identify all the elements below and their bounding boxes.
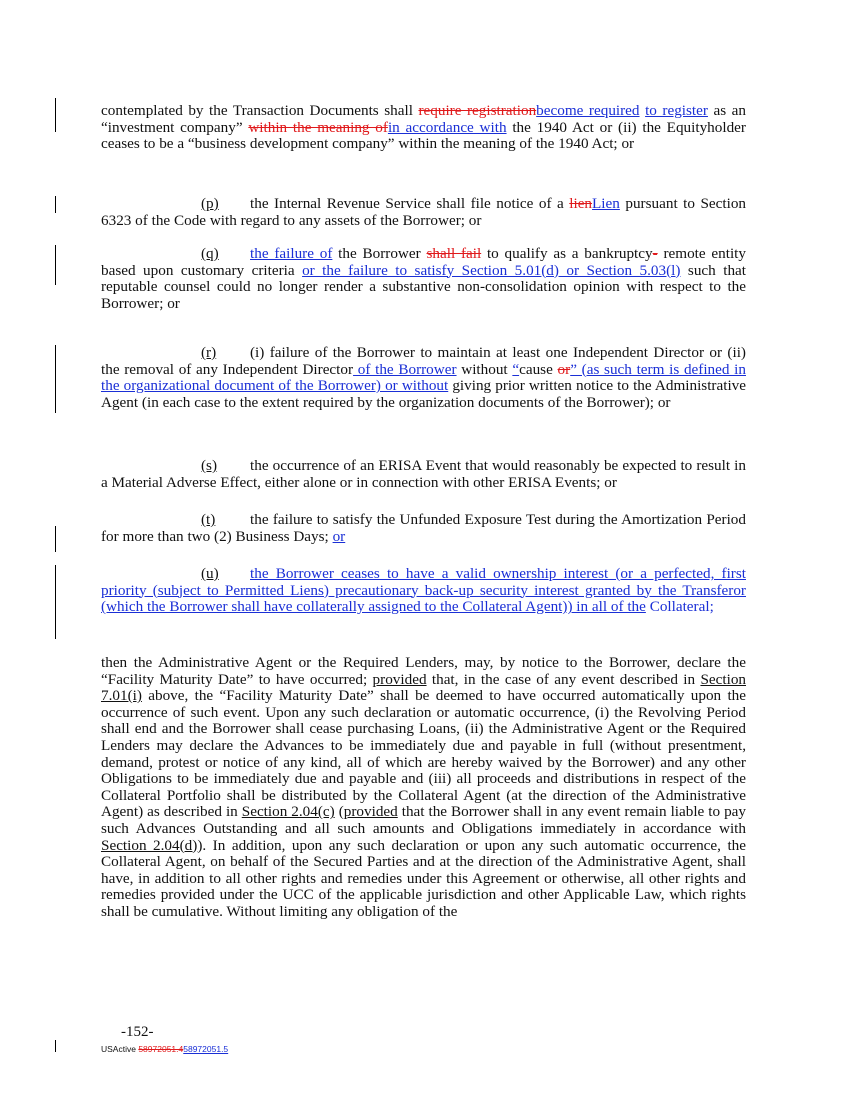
paragraph-o-continuation: contemplated by the Transaction Documents shall require registrationbecome required to register as an “investment company” within the meaning ofin accordance with the 1940 Act or (ii) the Equityholder ceases to be a “business development company” within the meaning of the 1940 Act; or xyxy=(101,102,746,153)
clause-label: (p) xyxy=(201,195,219,212)
clause-u: (u) the Borrower ceases to have a valid ownership interest (or a perfected, first priority (subject to Permitted Liens) precautionary back-up security interest granted by the Transferor (which the Borrower shall have collaterally assigned to the Collateral Agent)) in all of the Collateral; xyxy=(101,565,746,616)
clause-label: (q) xyxy=(201,245,219,262)
page-number: -152- xyxy=(121,1024,154,1040)
footer-inserted-id: 58972051.5 xyxy=(183,1044,229,1054)
change-bar xyxy=(55,196,56,213)
clause-label: (u) xyxy=(201,565,219,582)
clause-r: (r) (i) failure of the Borrower to maintain at least one Independent Director or (ii) the removal of any Independent Director of the Borrower without “cause or” (as such term is defined in the organizational document of the Borrower) or without giving prior written notice to the Administrative Agent (in each case to the extent required by the organization documents of the Borrower); or xyxy=(101,344,747,411)
change-bar xyxy=(55,345,56,413)
change-bar xyxy=(55,1040,56,1052)
clause-label: (r) xyxy=(201,344,217,361)
concluding-paragraph: then the Administrative Agent or the Required Lenders, may, by notice to the Borrower, declare the “Facility Maturity Date” to have occurred; provided that, in the case of any event described in Section 7.01(i) above, the “Facility Maturity Date” shall be deemed to have occurred automatically upon the occurrence of such event. Upon any such declaration or automatic occurrence, (i) the Revolving Period shall end and the Borrower shall cease purchasing Loans, (ii) the Administrative Agent or the Required Lenders may declare the Advances to be immediately due and payable in full (without presentment, demand, protest or notice of any kind, all of which are hereby waived by the Borrower) and any other Obligations to be immediately due and payable and (iii) all proceeds and distributions in respect of the Collateral Portfolio shall be distributed by the Collateral Agent (at the direction of the Administrative Agent) as described in Section 2.04(c) (provided that the Borrower shall in any event remain liable to pay such Advances Outstanding and all such amounts and Obligations immediately in accordance with Section 2.04(d)). In addition, upon any such declaration or upon any such automatic occurrence, the Collateral Agent, on behalf of the Secured Parties and at the direction of the Administrative Agent, shall have, in addition to all other rights and remedies under this Agreement or otherwise, all other rights and remedies provided under the UCC of the applicable jurisdiction and other Applicable Law, which rights shall be cumulative. Without limiting any obligation of the xyxy=(101,654,747,920)
change-bar xyxy=(55,565,56,639)
clause-q: (q) the failure of the Borrower shall fail to qualify as a bankruptcy- remote entity based upon customary criteria or the failure to satisfy Section 5.01(d) or Section 5.03(l) such that reputable counsel could no longer render a substantive non-consolidation opinion with respect to the Borrower; or xyxy=(101,245,747,312)
clause-p: (p) the Internal Revenue Service shall file notice of a lienLien pursuant to Section 6323 of the Code with regard to any assets of the Borrower; or xyxy=(101,195,747,229)
footer-deleted-id: 58972051.4 xyxy=(138,1044,184,1054)
change-bar xyxy=(55,98,56,132)
clause-t: (t) the failure to satisfy the Unfunded Exposure Test during the Amortization Period for more than two (2) Business Days; or xyxy=(101,511,746,545)
clause-label: (t) xyxy=(201,511,216,528)
document-footer: USActive 58972051.458972051.5 xyxy=(101,1044,229,1054)
change-bar xyxy=(55,526,56,552)
clause-label: (s) xyxy=(201,457,218,474)
clause-s: (s) the occurrence of an ERISA Event that would reasonably be expected to result in a Material Adverse Effect, either alone or in connection with other ERISA Events; or xyxy=(101,457,746,491)
change-bar xyxy=(55,245,56,285)
